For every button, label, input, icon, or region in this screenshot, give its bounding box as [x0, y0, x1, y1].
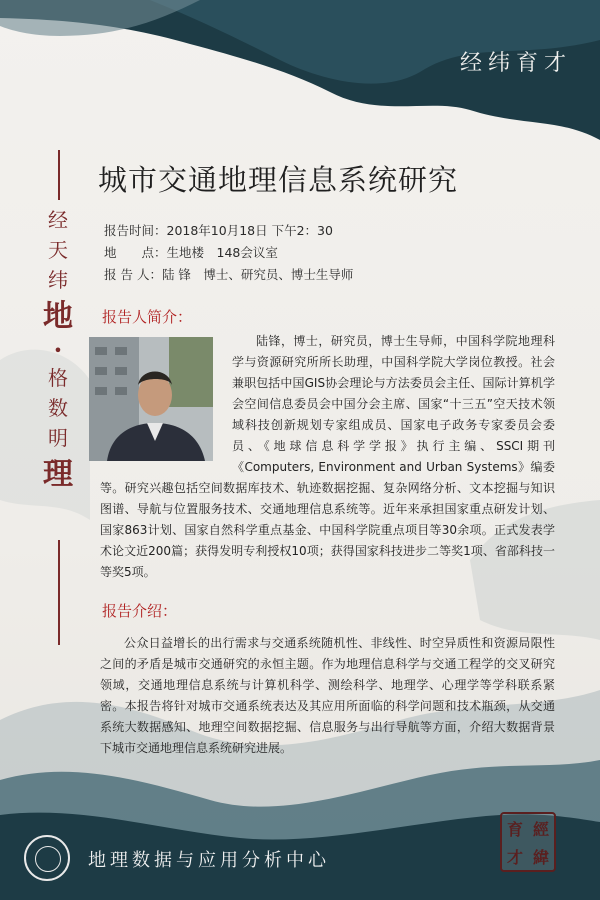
- side-char: 明: [48, 426, 68, 450]
- side-char: 数: [48, 396, 68, 420]
- report-speaker: 报 告 人：陆 锋 博士、研究员、博士生导师: [104, 267, 354, 282]
- seal-stamp: [500, 812, 556, 872]
- side-char: 格: [48, 366, 68, 390]
- bio-text: 陆锋，博士，研究员，博士生导师，中国科学院地理科学与资源研究所所长助理，中国科学院大学岗位教授。社会兼职包括中国GIS协会理论与方法委员会主任、国际计算机学会空间信息委员会中国分会主席、国家“十三五”空天技术领域科技创新规划专家组成员、国家电子政务专家委员会委员、《地球信息科学学报》执行主编、SSCI期刊《Computers, Environment and Urban Systems》编委等。研究兴趣包括空间数据库技术、轨迹数据挖掘、复杂网络分析、文本挖掘与知识图谱、导航与位置服务技术、交通地理信息系统等。近年来承担国家重点研发计划、国家863计划、国家自然科学重点基金、中国科学院重点项目等30余项。正式发表学术论文近200篇；获得发明专利授权10项；获得国家科技进步二等奖1项、省部科技一等奖5项。: [100, 334, 555, 579]
- page-title: 城市交通地理信息系统研究: [98, 163, 459, 197]
- motto-text: 经纬育才: [459, 51, 572, 76]
- seal-char: 緯: [532, 847, 549, 867]
- report-time: 报告时间：2018年10月18日 下午2：30: [104, 223, 333, 238]
- side-char: 经: [48, 208, 68, 232]
- side-char: 纬: [48, 268, 68, 292]
- bio-paragraph: [100, 331, 555, 583]
- side-char-big: 理: [43, 457, 73, 492]
- side-line-bottom: [58, 540, 60, 645]
- university-emblem-icon: [24, 835, 70, 881]
- side-line-top: [58, 150, 60, 200]
- seal-char: 育: [506, 819, 523, 839]
- organization-name: 地理数据与应用分析中心: [88, 850, 330, 871]
- report-place: 地 点：生地楼 148会议室: [104, 245, 278, 260]
- intro-text: 公众日益增长的出行需求与交通系统随机性、非线性、时空异质性和资源局限性之间的矛盾是城市交通研究的永恒主题。作为地理信息科学与交通工程学的交叉研究领域，交通地理信息系统与计算机科学、测绘科学、地理学、心理学等学科联系紧密。本报告将针对城市交通系统表达及其应用所面临的科学问题和技术瓶颈，从交通系统大数据感知、地理空间数据挖掘、信息服务与出行导航等方面，介绍大数据背景下城市交通地理信息系统研究进展。: [100, 636, 555, 755]
- intro-paragraph: [100, 633, 555, 759]
- side-vertical-title: [38, 205, 78, 497]
- photo-spacer: [100, 331, 224, 465]
- side-char: 天: [48, 238, 68, 262]
- bio-heading: 报告人简介：: [102, 308, 193, 326]
- intro-heading: 报告介绍：: [102, 602, 178, 620]
- seal-char: 才: [506, 847, 523, 867]
- side-char-big: 地: [43, 299, 73, 334]
- seal-char: 經: [532, 819, 549, 839]
- side-dot: •: [53, 341, 63, 360]
- report-meta: [104, 220, 353, 286]
